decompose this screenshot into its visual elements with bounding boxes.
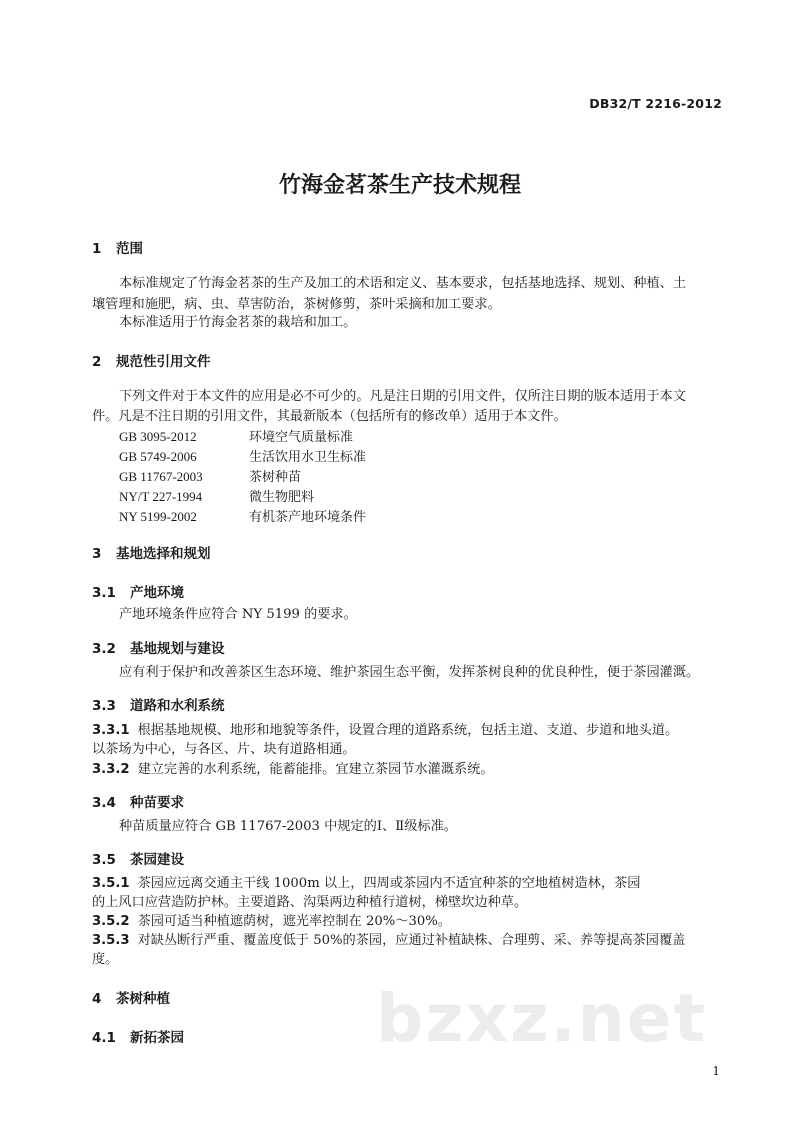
clause-number: 3.3.1 [92,723,130,738]
subsection-3-2-heading [92,637,225,657]
paragraph-line: 件。凡是不注日期的引用文件，其最新版本（包括所有的修改单）适用于本文件。 [92,409,567,424]
paragraph-line: 以茶场为中心，与各区、片、块有道路相通。 [92,742,356,757]
subsection-3-3-heading [92,694,225,714]
subsection-3-4-heading [92,791,184,811]
subsection-title: 道路和水利系统 [130,698,225,714]
numbered-paragraph [92,930,685,951]
reference-item [119,506,366,528]
subsection-number: 4.1 [92,1030,116,1046]
clause-number: 3.5.3 [92,933,130,948]
section-title: 规范性引用文件 [116,354,211,370]
clause-text: 对缺丛断行严重、覆盖度低于 50%的茶园，应通过补植缺株、合理剪、采、养等提高茶园覆盖 [137,933,686,948]
reference-name: 环境空气质量标准 [249,430,354,445]
clause-number: 3.5.1 [92,876,130,891]
subsection-title: 产地环境 [130,585,184,601]
reference-code: GB 5749-2006 [119,449,197,464]
section-2-heading [92,350,211,370]
section-title: 范围 [116,241,143,257]
numbered-paragraph [92,911,451,932]
subsection-number: 3.2 [92,641,116,657]
paragraph-line: 产地环境条件应符合 NY 5199 的要求。 [119,607,357,622]
watermark: bzxz.net [376,980,708,1057]
numbered-paragraph [92,759,494,780]
subsection-title: 茶园建设 [130,852,184,868]
subsection-number: 3.5 [92,852,116,868]
document-number: DB32/T 2216-2012 [589,96,722,111]
subsection-3-5-heading [92,848,184,868]
reference-name: 茶树种苗 [249,470,302,485]
section-number: 1 [92,241,102,257]
paragraph-line: 种苗质量应符合 GB 11767-2003 中规定的Ⅰ、Ⅱ级标准。 [119,819,457,834]
numbered-paragraph [92,873,640,894]
clause-number: 3.3.2 [92,762,130,777]
subsection-title: 新拓茶园 [130,1030,184,1046]
paragraph-line: 壤管理和施肥，病、虫、草害防治，茶树修剪，茶叶采摘和加工要求。 [92,297,501,312]
section-3-heading [92,542,211,562]
reference-code: GB 11767-2003 [119,469,203,484]
reference-item [119,466,301,488]
section-4-heading [92,987,170,1007]
paragraph-line: 本标准规定了竹海金茗茶的生产及加工的术语和定义、基本要求，包括基地选择、规划、种植、土 [119,276,687,291]
paragraph-line: 下列文件对于本文件的应用是必不可少的。凡是注日期的引用文件，仅所注日期的版本适用于本文 [119,389,687,404]
section-number: 4 [92,991,102,1007]
reference-code: NY 5199-2002 [119,509,197,524]
reference-name: 生活饮用水卫生标准 [249,450,367,465]
reference-item [119,426,353,448]
section-title: 基地选择和规划 [116,546,211,562]
clause-text: 茶园可适当种植遮荫树，遮光率控制在 20%～30%。 [137,914,451,929]
subsection-number: 3.3 [92,698,116,714]
paragraph-line: 本标准适用于竹海金茗茶的栽培和加工。 [119,315,357,330]
subsection-title: 基地规划与建设 [130,641,225,657]
clause-text: 茶园应远离交通主干线 1000m 以上，四周或茶园内不适宜种茶的空地植树造林，茶园 [137,876,641,891]
reference-name: 微生物肥料 [249,490,315,505]
paragraph-line: 应有利于保护和改善茶区生态环境、维护茶园生态平衡，发挥茶树良种的优良种性，便于茶园灌溉。 [119,665,700,680]
numbered-paragraph [92,720,678,741]
subsection-3-1-heading [92,581,184,601]
clause-text: 建立完善的水利系统，能蓄能排。宜建立茶园节水灌溉系统。 [137,762,494,777]
paragraph-line: 度。 [92,952,119,967]
clause-number: 3.5.2 [92,914,130,929]
subsection-number: 3.4 [92,795,116,811]
section-title: 茶树种植 [116,991,170,1007]
clause-text: 根据基地规模、地形和地貌等条件，设置合理的道路系统，包括主道、支道、步道和地头道。 [137,723,679,738]
section-number: 2 [92,354,102,370]
section-number: 3 [92,546,102,562]
reference-item [119,446,366,468]
subsection-title: 种苗要求 [130,795,184,811]
subsection-4-1-heading [92,1026,184,1046]
document-title: 竹海金茗茶生产技术规程 [278,173,521,198]
reference-code: NY/T 227-1994 [119,489,203,504]
section-1-heading [92,237,143,257]
reference-item [119,486,314,508]
page-number: 1 [712,1064,720,1078]
subsection-number: 3.1 [92,585,116,601]
reference-code: GB 3095-2012 [119,429,197,444]
reference-name: 有机茶产地环境条件 [249,510,367,525]
paragraph-line: 的上风口应营造防护林。主要道路、沟渠两边种植行道树，梯壁坎边种草。 [92,895,528,910]
